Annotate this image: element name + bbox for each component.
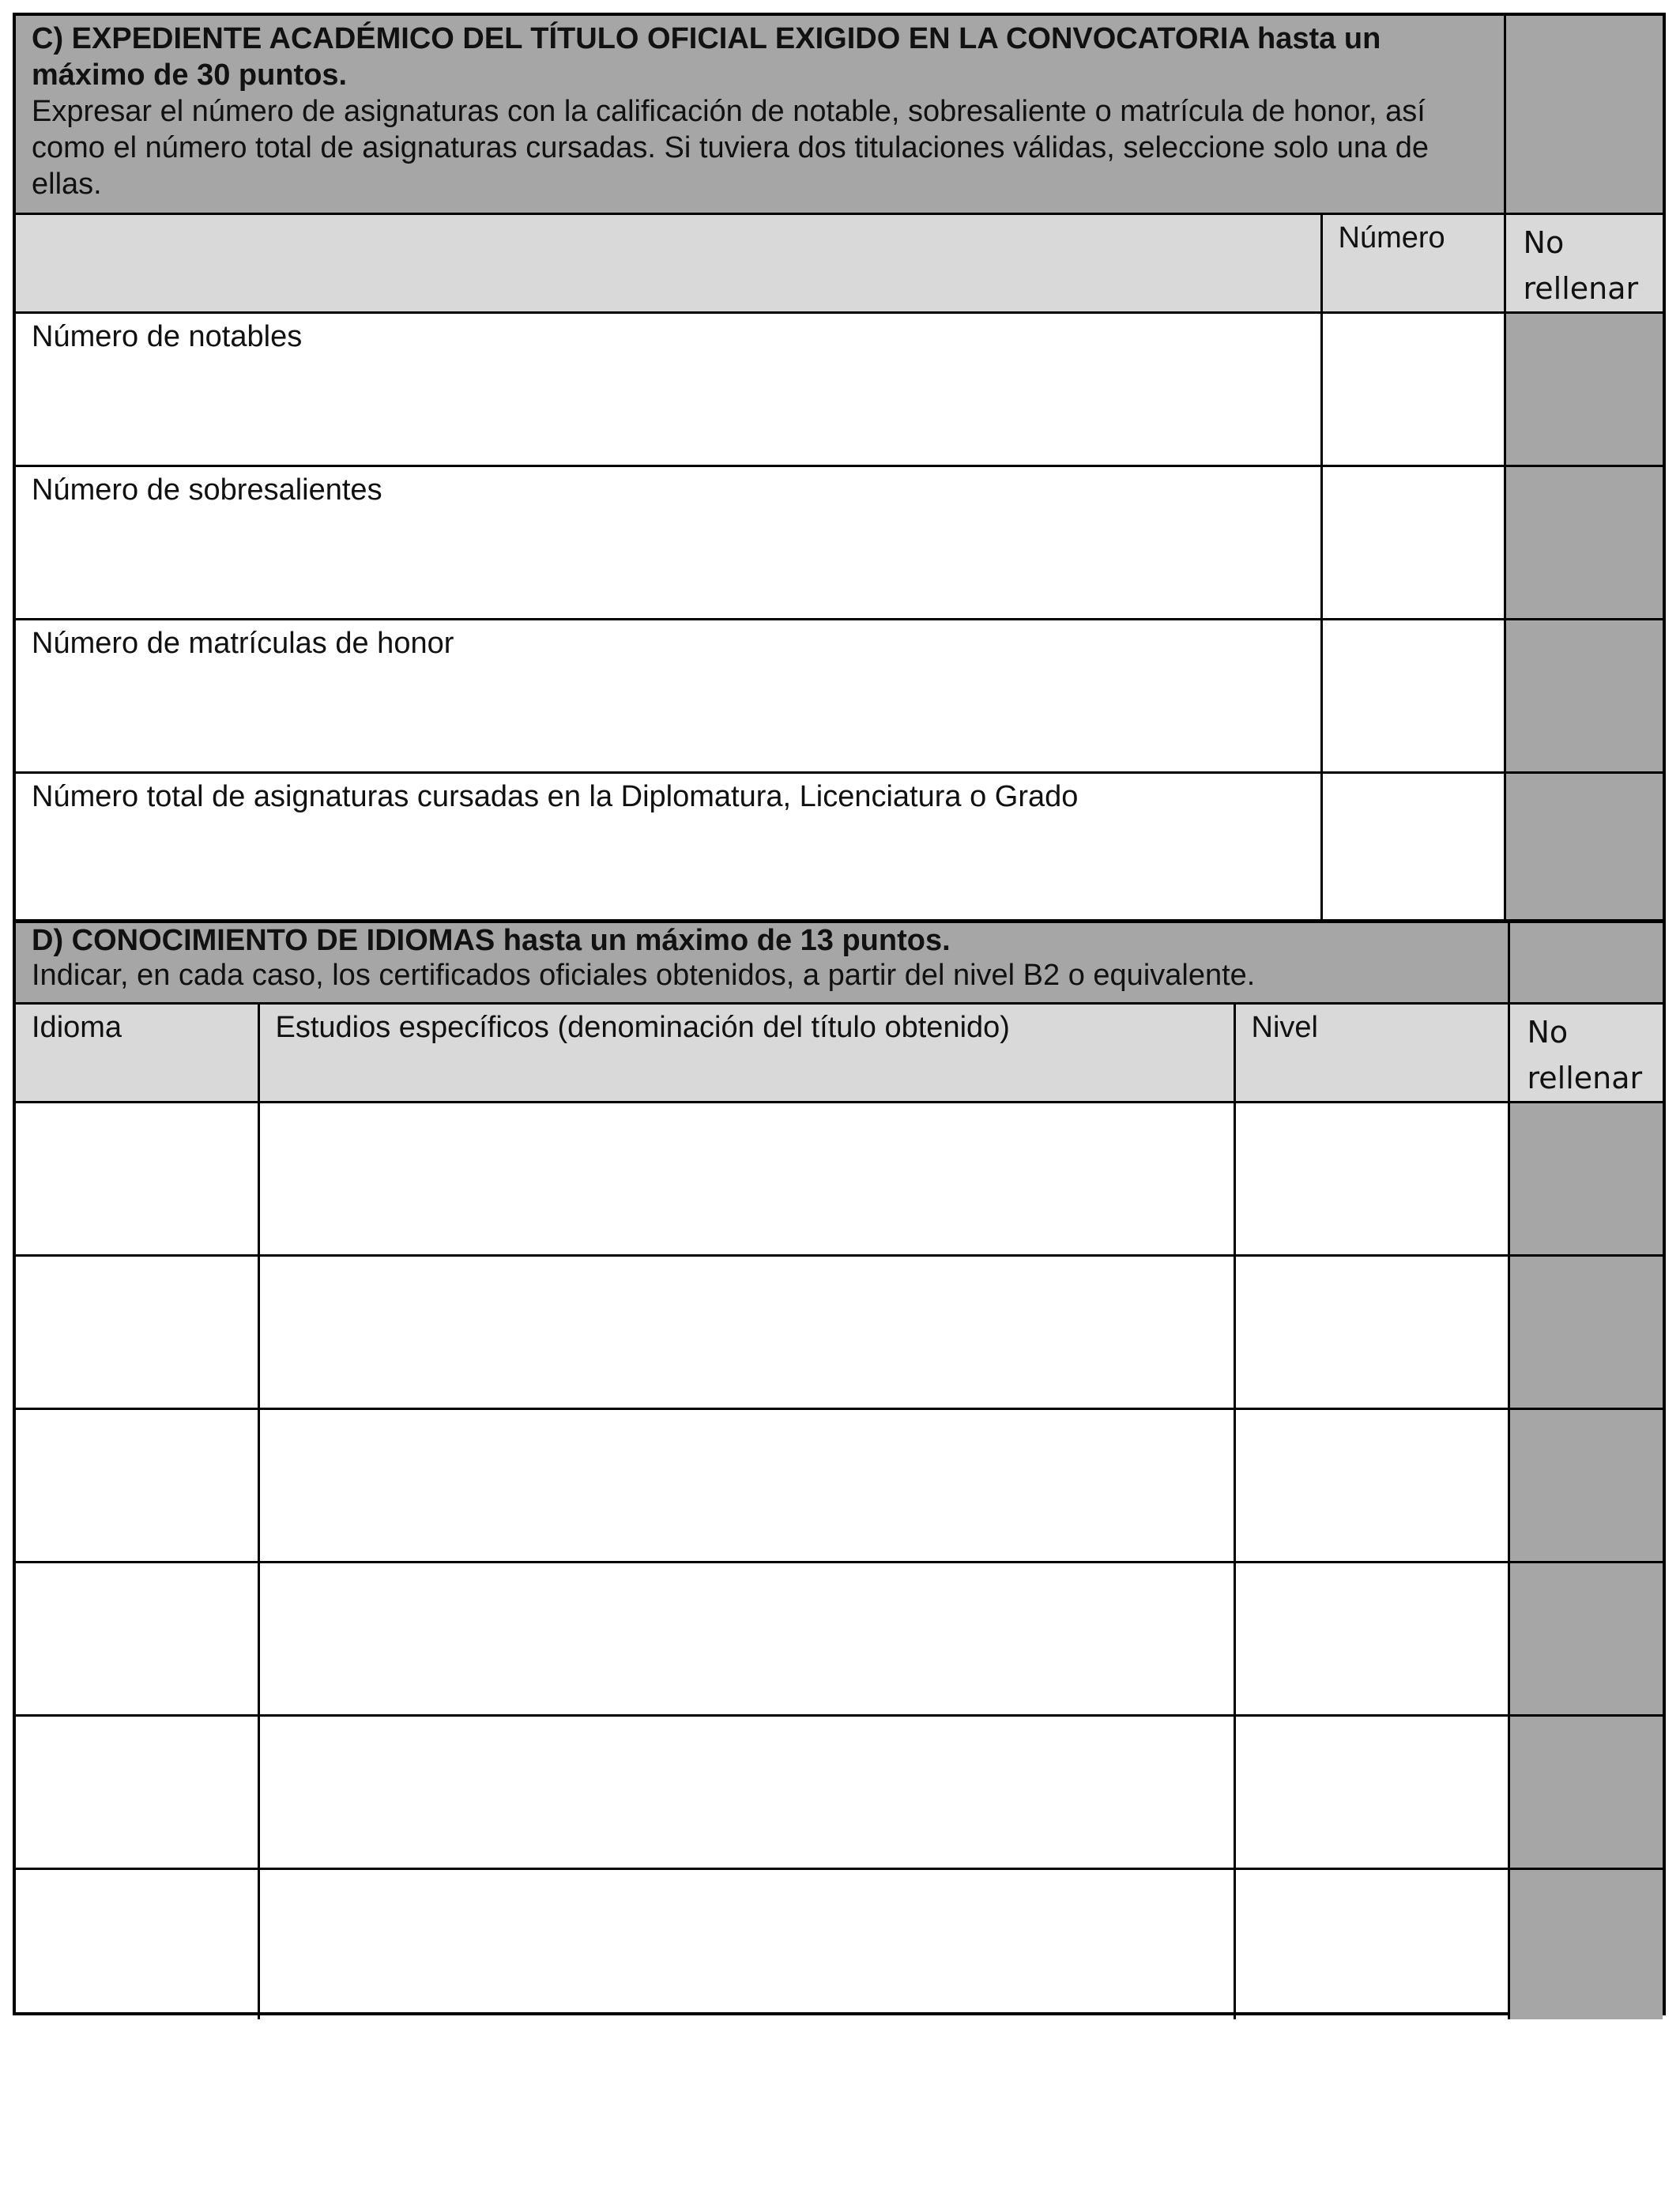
section-c-header [16,16,1505,213]
input-number-matriculas-honor[interactable] [1321,619,1505,772]
language-row [16,1562,1663,1715]
section-d-languages [13,919,1666,2015]
reserved-cell [1505,466,1663,619]
reserved-cell [1509,1102,1663,1255]
input-number-total-subjects[interactable] [1321,772,1505,923]
section-c-header-reserved [1505,16,1663,213]
section-c-column-header-blank [16,213,1321,312]
section-c-title: C) EXPEDIENTE ACADÉMICO DEL TÍTULO OFICIAL EXIGIDO EN LA CONVOCATORIA hasta un máximo de 30 puntos. [32,22,1381,92]
row-label-matriculas-honor: Número de matrículas de honor [16,619,1321,772]
language-row [16,1102,1663,1255]
language-row [16,1255,1663,1408]
input-studies[interactable] [258,1408,1234,1562]
input-number-notables[interactable] [1321,312,1505,466]
input-studies[interactable] [258,1715,1234,1868]
reserved-cell [1505,312,1663,466]
input-language[interactable] [16,1255,258,1408]
section-d-table [16,923,1663,2019]
section-c-table [16,16,1663,923]
input-level[interactable] [1234,1868,1509,2019]
column-header-language: Idioma [16,1003,258,1102]
row-sobresalientes [16,466,1663,619]
section-d-instructions: Indicar, en cada caso, los certificados oficiales obtenidos, a partir del nivel B2 o equivalente. [32,959,1256,992]
column-header-no-fill: No rellenar [1509,1003,1663,1102]
input-language[interactable] [16,1102,258,1255]
section-d-header-reserved [1509,923,1663,1003]
input-studies[interactable] [258,1562,1234,1715]
language-row [16,1715,1663,1868]
reserved-cell [1509,1408,1663,1562]
input-level[interactable] [1234,1255,1509,1408]
input-level[interactable] [1234,1562,1509,1715]
input-language[interactable] [16,1408,258,1562]
section-d-header [16,923,1509,1003]
reserved-cell [1509,1255,1663,1408]
row-matriculas [16,619,1663,772]
input-language[interactable] [16,1868,258,2019]
language-row [16,1408,1663,1562]
reserved-cell [1505,772,1663,923]
column-header-no-fill: No rellenar [1505,213,1663,312]
input-studies[interactable] [258,1102,1234,1255]
row-label-sobresalientes: Número de sobresalientes [16,466,1321,619]
reserved-cell [1505,619,1663,772]
column-header-studies: Estudios específicos (denominación del título obtenido) [258,1003,1234,1102]
column-header-level: Nivel [1234,1003,1509,1102]
row-label-total-subjects: Número total de asignaturas cursadas en la Diplomatura, Licenciatura o Grado [16,772,1321,923]
input-level[interactable] [1234,1408,1509,1562]
section-d-title: D) CONOCIMIENTO DE IDIOMAS hasta un máximo de 13 puntos. [32,924,951,957]
row-label-notables: Número de notables [16,312,1321,466]
row-total-subjects [16,772,1663,923]
reserved-cell [1509,1715,1663,1868]
row-notables [16,312,1663,466]
input-studies[interactable] [258,1255,1234,1408]
input-number-sobresalientes[interactable] [1321,466,1505,619]
reserved-cell [1509,1868,1663,2019]
input-language[interactable] [16,1715,258,1868]
language-row [16,1868,1663,2019]
input-level[interactable] [1234,1715,1509,1868]
section-c-instructions: Expresar el número de asignaturas con la calificación de notable, sobresaliente o matrícula de honor, así como el número total de asignaturas cursadas. Si tuviera dos titulaciones válidas, seleccione solo una de ellas. [32,95,1430,201]
column-header-number: Número [1321,213,1505,312]
section-c-academic-record [13,13,1666,925]
input-level[interactable] [1234,1102,1509,1255]
input-language[interactable] [16,1562,258,1715]
input-studies[interactable] [258,1868,1234,2019]
reserved-cell [1509,1562,1663,1715]
